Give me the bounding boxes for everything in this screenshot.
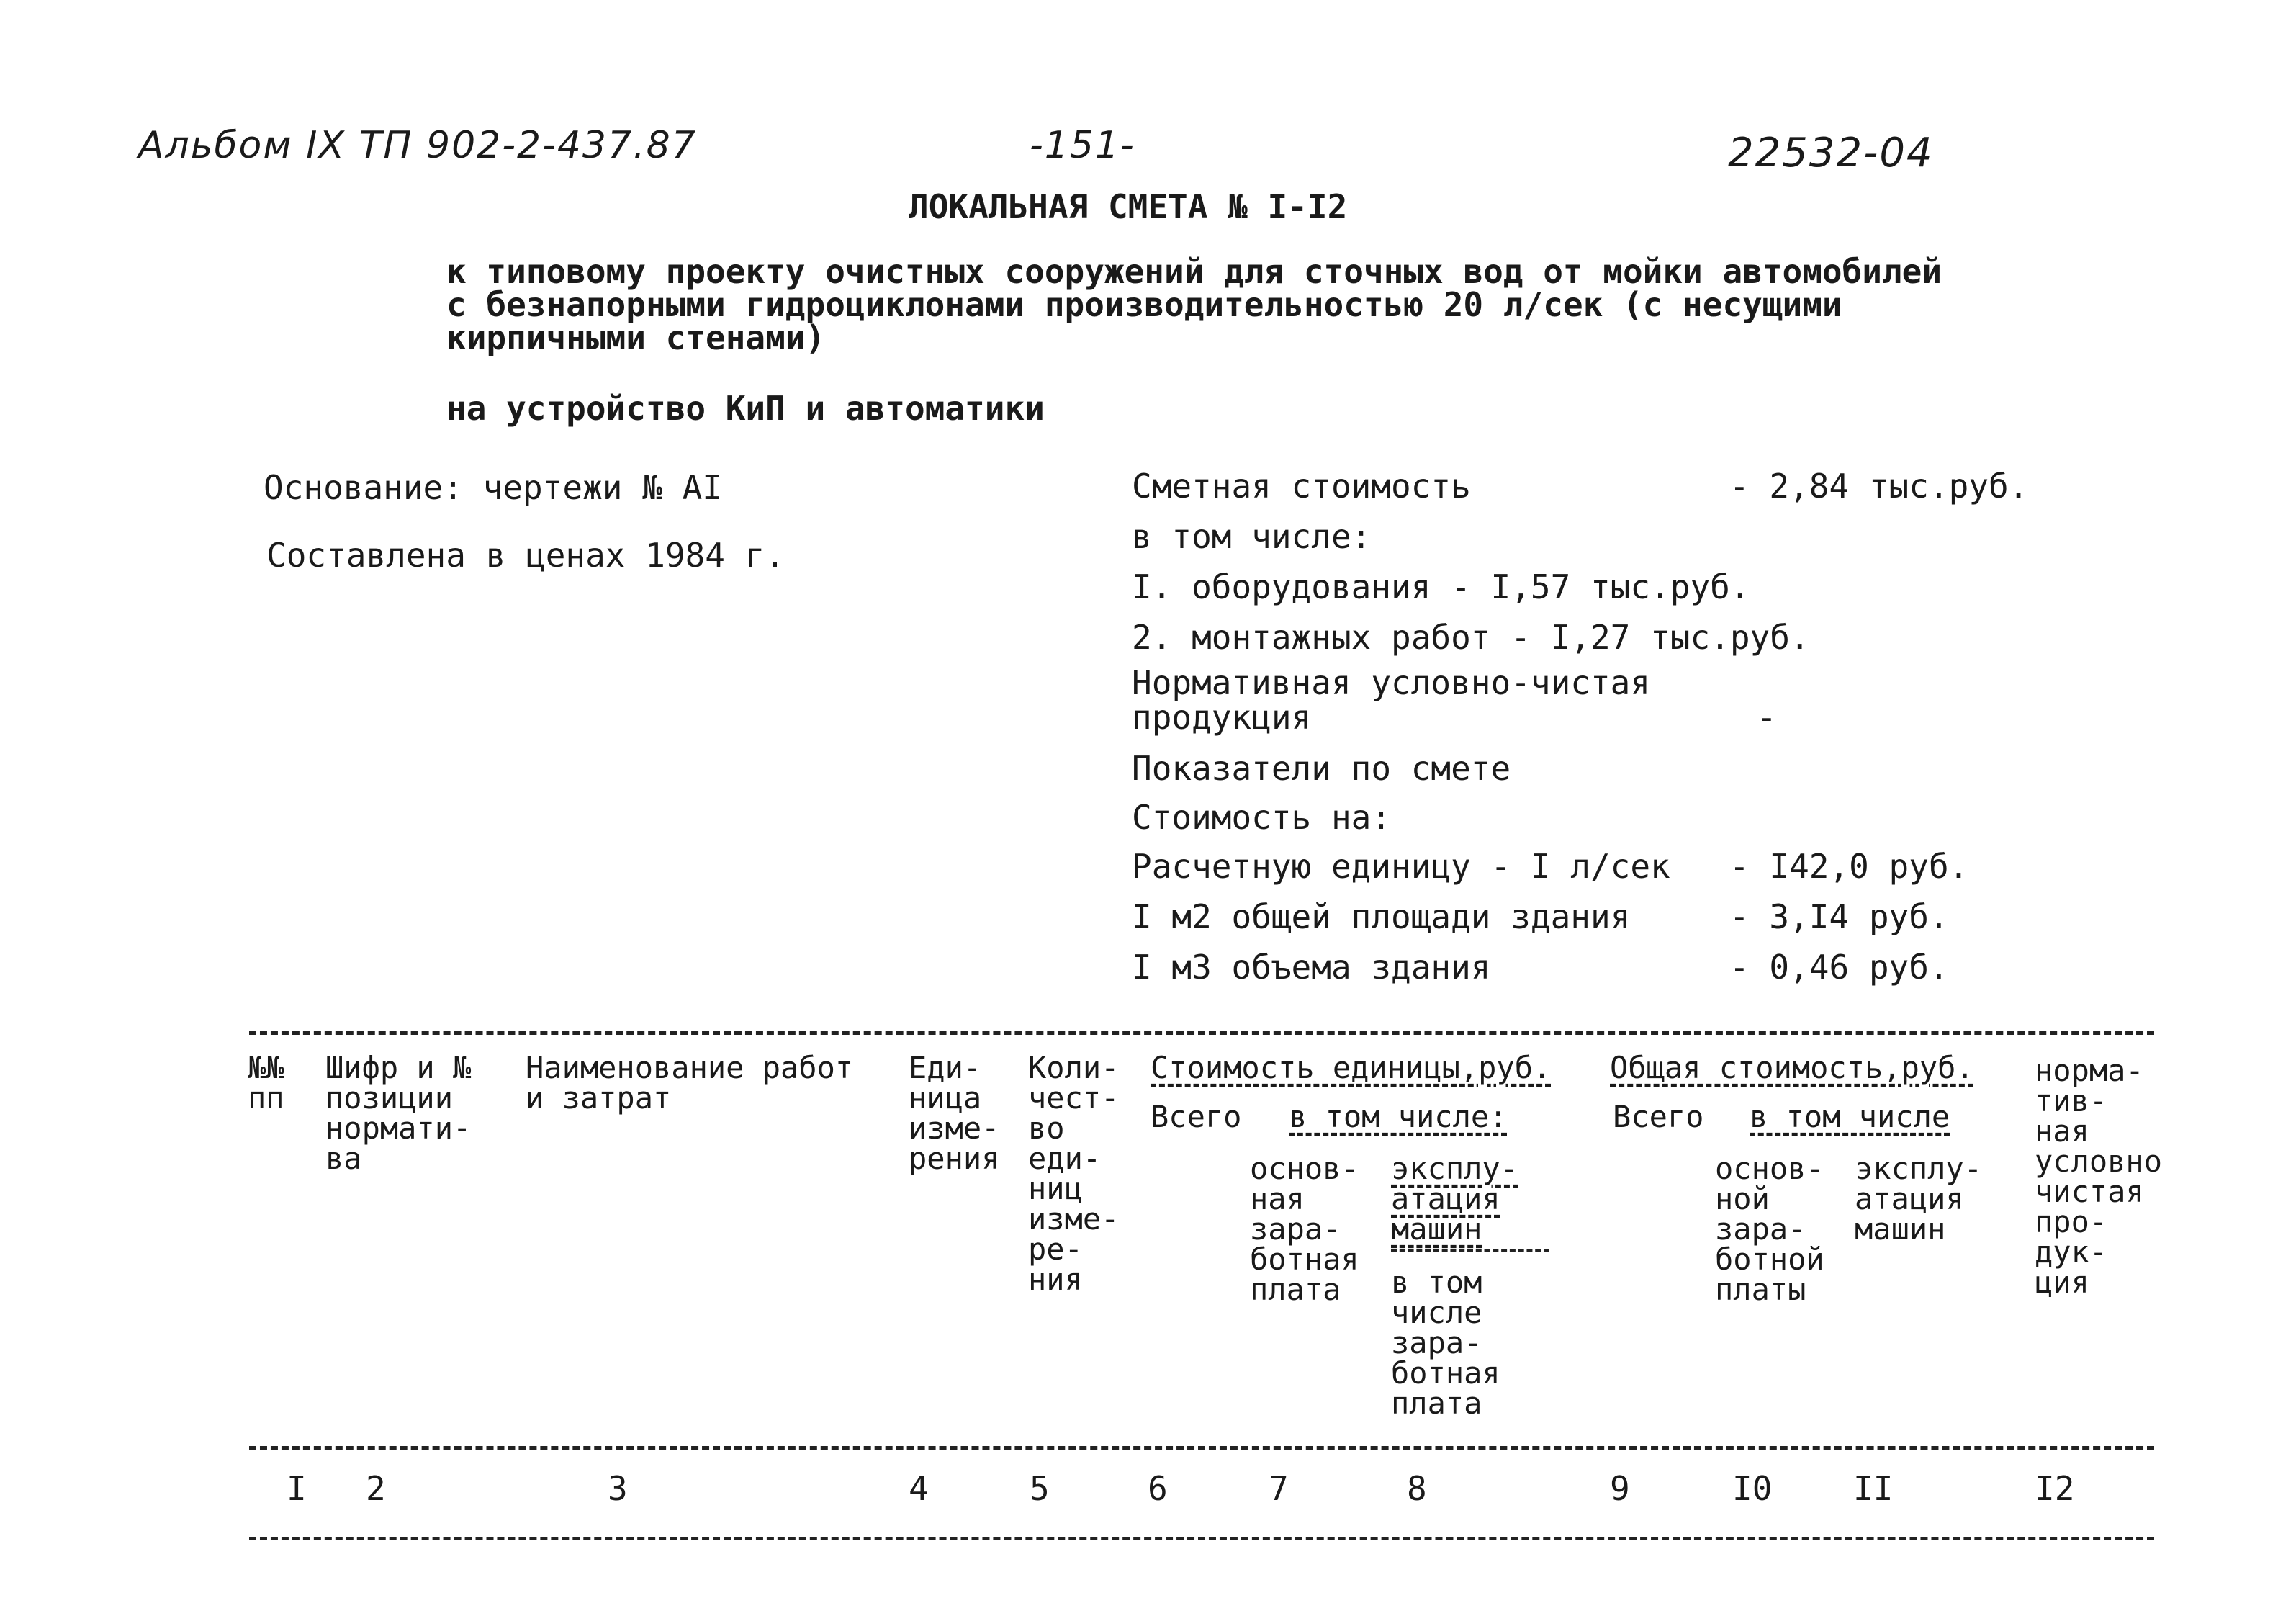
volume-cost-value: - 0,46 руб. bbox=[1729, 948, 1949, 987]
column-number: I2 bbox=[2035, 1469, 2075, 1508]
scope-text: на устройство КиП и автоматики bbox=[446, 389, 1045, 428]
column-number: 5 bbox=[1030, 1469, 1050, 1508]
column-number: 2 bbox=[366, 1469, 386, 1508]
col-quantity-header: Коли- чест- во еди- ниц изме- ре- ния bbox=[1028, 1050, 1120, 1297]
unit-cost-label: Расчетную единицу - I л/сек bbox=[1132, 847, 1670, 886]
table-top-rule bbox=[249, 1031, 2154, 1035]
column-number: 8 bbox=[1407, 1469, 1427, 1508]
including-label: в том числе: bbox=[1132, 517, 1372, 556]
normative-product-label: Нормативная условно-чистая продукция bbox=[1132, 663, 1651, 737]
column-number: I bbox=[287, 1469, 307, 1508]
total-machine-header: эксплу- атация машин bbox=[1855, 1151, 1983, 1247]
column-number: 4 bbox=[909, 1469, 929, 1508]
column-number: 6 bbox=[1148, 1469, 1168, 1508]
column-number: I0 bbox=[1732, 1469, 1773, 1508]
header-bottom-rule bbox=[249, 1446, 2154, 1450]
col-unit-header: Еди- ница изме- рения bbox=[909, 1050, 1000, 1176]
column-number: 9 bbox=[1610, 1469, 1630, 1508]
column-number: 3 bbox=[608, 1469, 628, 1508]
total-cost-group-header: Общая стоимость,руб. bbox=[1610, 1050, 1974, 1085]
col-normative-header: норма- тив- ная условно чистая про- дук- ция bbox=[2035, 1053, 2163, 1300]
column-number: II bbox=[1853, 1469, 1894, 1508]
estimate-cost-label: Сметная стоимость bbox=[1132, 467, 1471, 506]
unit-total-header: Всего bbox=[1151, 1099, 1242, 1134]
col-name-header: Наименование работ и затрат bbox=[526, 1050, 854, 1116]
subtitle-line-3: кирпичными стенами) bbox=[446, 318, 826, 357]
unit-machine-wage-header: в том числе зара- ботная плата bbox=[1391, 1265, 1500, 1421]
page-number: -151- bbox=[1030, 124, 1135, 167]
indicators-label: Показатели по смете bbox=[1132, 749, 1511, 788]
area-cost-value: - 3,I4 руб. bbox=[1729, 897, 1949, 936]
document-code: 22532-04 bbox=[1728, 130, 1934, 176]
unit-wage-header: основ- ная зара- ботная плата bbox=[1250, 1151, 1359, 1307]
unit-cost-group-header: Стоимость единицы,руб. bbox=[1151, 1050, 1552, 1085]
cost-per-label: Стоимость на: bbox=[1132, 798, 1392, 837]
album-reference: Альбом IX ТП 902-2-437.87 bbox=[138, 124, 697, 167]
equipment-line: I. оборудования - I,57 тыс.руб. bbox=[1132, 567, 1750, 606]
total-total-header: Всего bbox=[1613, 1099, 1704, 1134]
unit-cost-value: - I42,0 руб. bbox=[1729, 847, 1969, 886]
subtitle-line-2: с безнапорными гидроциклонами производительностью 20 л/сек (с несущими bbox=[446, 285, 1842, 324]
col-number-header: №№ пп bbox=[248, 1050, 284, 1116]
column-number: 7 bbox=[1269, 1469, 1289, 1508]
volume-cost-label: I м3 объема здания bbox=[1132, 948, 1491, 987]
table-bottom-rule bbox=[249, 1537, 2154, 1540]
installation-line: 2. монтажных работ - I,27 тыс.руб. bbox=[1132, 618, 1810, 657]
total-wage-header: основ- ной зара- ботной платы bbox=[1715, 1151, 1824, 1307]
total-including-header: в том числе bbox=[1750, 1099, 1950, 1134]
unit-machine-header: эксплу- атация машин bbox=[1391, 1151, 1519, 1247]
basis-text: Основание: чертежи № AI bbox=[264, 468, 722, 507]
subtitle-line-1: к типовому проекту очистных сооружений для сточных вод от мойки автомобилей bbox=[446, 252, 1942, 291]
col-code-header: Шифр и № позиции нормати- ва bbox=[325, 1050, 472, 1176]
prices-text: Составлена в ценах 1984 г. bbox=[266, 536, 785, 575]
unit-machine-underline bbox=[1391, 1249, 1549, 1252]
unit-including-header: в том числе: bbox=[1289, 1099, 1508, 1134]
estimate-cost-value: - 2,84 тыс.руб. bbox=[1729, 467, 2029, 506]
document-title: ЛОКАЛЬНАЯ СМЕТА № I-I2 bbox=[909, 187, 1348, 226]
area-cost-label: I м2 общей площади здания bbox=[1132, 897, 1631, 936]
normative-product-value: - bbox=[1757, 698, 1777, 737]
